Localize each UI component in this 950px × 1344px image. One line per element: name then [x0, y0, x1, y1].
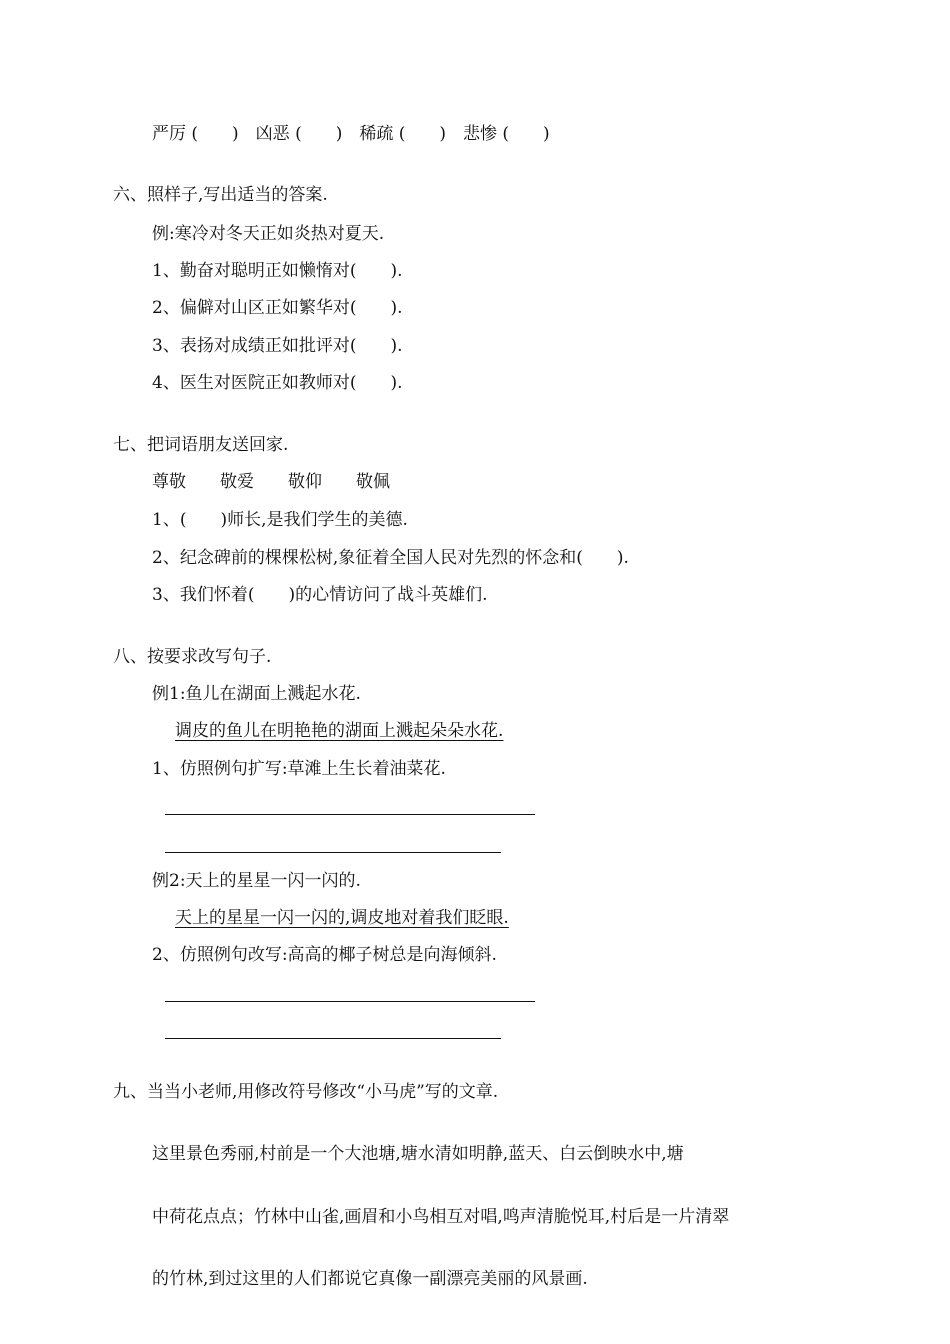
section-8-task-2: 2、仿照例句改写:高高的椰子树总是向海倾斜.: [152, 945, 497, 965]
answer-line-1b: [165, 852, 501, 853]
section-8-heading: 八、按要求改写句子.: [113, 647, 272, 667]
answer-line-2b: [165, 1038, 501, 1039]
section-6-item-2: 2、偏僻对山区正如繁华对( ).: [152, 298, 403, 318]
section-6-heading: 六、照样子,写出适当的答案.: [113, 185, 328, 205]
section-7-heading: 七、把词语朋友送回家.: [113, 435, 289, 455]
section-7-item-3: 3、我们怀着( )的心情访问了战斗英雄们.: [152, 585, 488, 605]
antonym-blanks-line: 严厉 ( ) 凶恶 ( ) 稀疏 ( ) 悲惨 ( ): [152, 124, 550, 144]
section-7-item-2: 2、纪念碑前的棵棵松树,象征着全国人民对先烈的怀念和( ).: [152, 548, 629, 568]
section-9-paragraph-line-3: 的竹林,到过这里的人们都说它真像一副漂亮美丽的风景画.: [152, 1269, 588, 1289]
section-8-example-1-answer: 调皮的鱼儿在明艳艳的湖面上溅起朵朵水花.: [175, 721, 504, 741]
section-9-paragraph-line-1: 这里景色秀丽,村前是一个大池塘,塘水清如明静,蓝天、白云倒映水中,塘: [152, 1144, 684, 1164]
section-8-example-1: 例1:鱼儿在湖面上溅起水花.: [152, 684, 361, 704]
section-6-item-4: 4、医生对医院正如教师对( ).: [152, 373, 403, 393]
section-8-task-1: 1、仿照例句扩写:草滩上生长着油菜花.: [152, 759, 446, 779]
section-6-item-1: 1、勤奋对聪明正如懒惰对( ).: [152, 261, 403, 281]
section-7-item-1: 1、( )师长,是我们学生的美德.: [152, 510, 408, 530]
answer-line-2a: [165, 1001, 535, 1002]
section-8-example-2-answer: 天上的星星一闪一闪的,调皮地对着我们眨眼.: [175, 908, 509, 928]
section-9-heading: 九、当当小老师,用修改符号修改“小马虎”写的文章.: [113, 1082, 499, 1102]
section-6-item-3: 3、表扬对成绩正如批评对( ).: [152, 336, 403, 356]
section-7-word-bank: 尊敬 敬爱 敬仰 敬佩: [152, 472, 390, 492]
section-9-paragraph-line-2: 中荷花点点；竹林中山雀,画眉和小鸟相互对唱,鸣声清脆悦耳,村后是一片清翠: [152, 1207, 730, 1227]
answer-line-1a: [165, 814, 535, 815]
section-8-example-2: 例2:天上的星星一闪一闪的.: [152, 871, 361, 891]
section-6-example: 例:寒冷对冬天正如炎热对夏天.: [152, 224, 385, 244]
